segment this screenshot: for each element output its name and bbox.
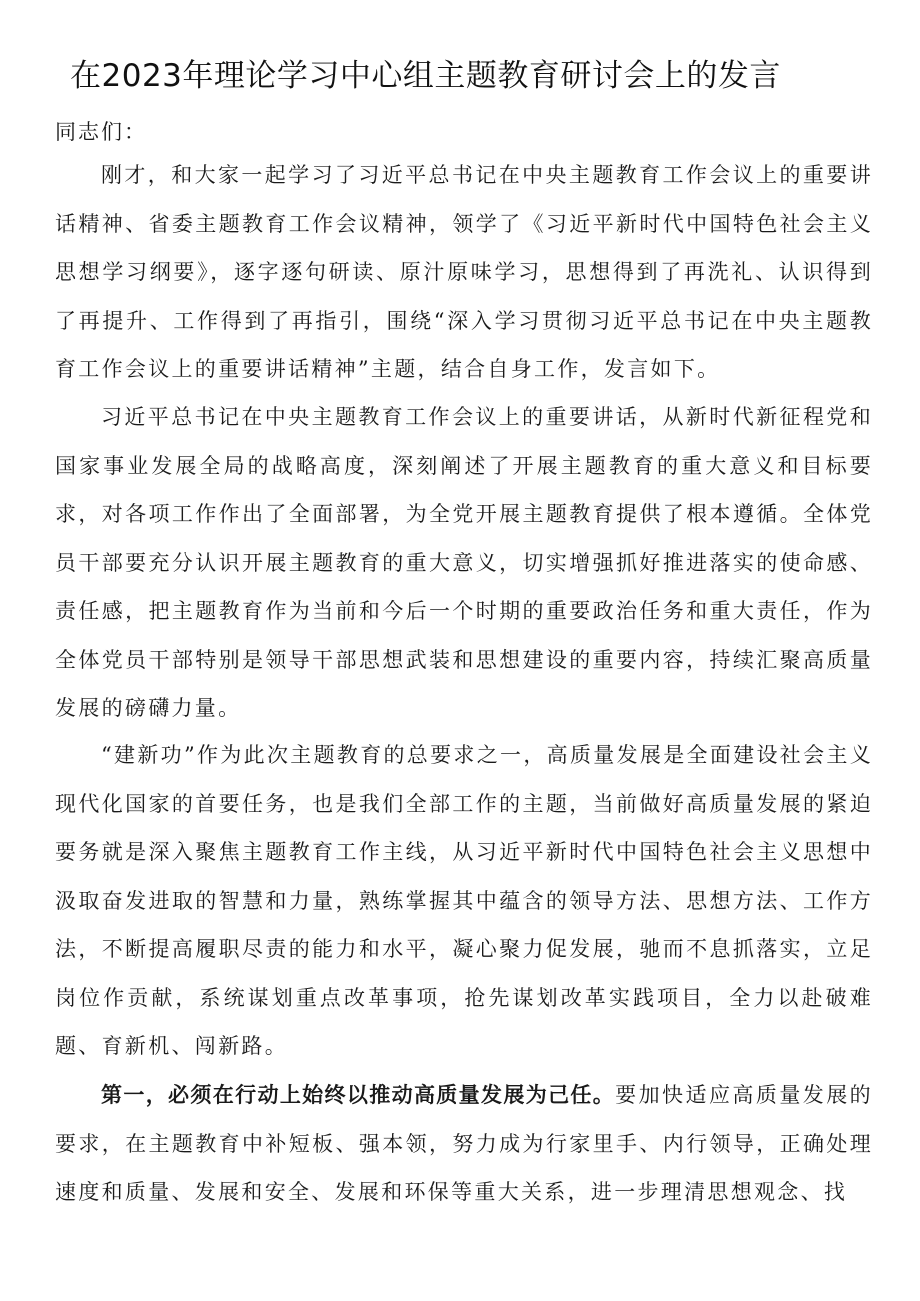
paragraph-opening [55,151,873,394]
paragraph-new-merit [55,731,873,1071]
paragraph-significance [55,393,873,733]
paragraph-first-point [55,1071,873,1217]
paragraph-text: 要加快适应高质量发展的要求，在主题教育中补短板、强本领，努力成为行家里手、内行领导，正确处理速度和质量、发展和安全、发展和环保等重大关系，进一步理清思想观念、找 [55,1083,873,1204]
paragraph-text: “建新功”作为此次主题教育的总要求之一，高质量发展是全面建设社会主义现代化国家的首要任务，也是我们全部工作的主题，当前做好高质量发展的紧迫要务就是深入聚焦主题教育工作主线，从习近平新时代中国特色社会主义思想中汲取奋发进取的智慧和力量，熟练掌握其中蕴含的领导方法、思想方法、工作方法，不断提高履职尽责的能力和水平，凝心聚力促发展，驰而不息抓落实，立足岗位作贡献，系统谋划重点改革事项，抢先谋划改革实践项目，全力以赴破难题、育新机、闯新路。 [55,743,873,1058]
document-title: 在2023年理论学习中心组主题教育研讨会上的发言 [70,58,781,94]
paragraph-text: 习近平总书记在中央主题教育工作会议上的重要讲话，从新时代新征程党和国家事业发展全局的战略高度，深刻阐述了开展主题教育的重大意义和目标要求，对各项工作作出了全面部署，为全党开展主题教育提供了根本遵循。全体党员干部要充分认识开展主题教育的重大意义，切实增强抓好推进落实的使命感、责任感，把主题教育作为当前和今后一个时期的重要政治任务和重大责任，作为全体党员干部特别是领导干部思想武装和思想建设的重要内容，持续汇聚高质量发展的磅礴力量。 [55,405,873,720]
paragraph-lead-heading: 第一，必须在行动上始终以推动高质量发展为己任。 [101,1083,616,1107]
salutation: 同志们： [55,120,147,144]
paragraph-text: 刚才，和大家一起学习了习近平总书记在中央主题教育工作会议上的重要讲话精神、省委主题教育工作会议精神，领学了《习近平新时代中国特色社会主义思想学习纲要》，逐字逐句研读、原汁原味学习，思想得到了再洗礼、认识得到了再提升、工作得到了再指引，围绕“深入学习贯彻习近平总书记在中央主题教育工作会议上的重要讲话精神”主题，结合自身工作，发言如下。 [55,163,873,381]
